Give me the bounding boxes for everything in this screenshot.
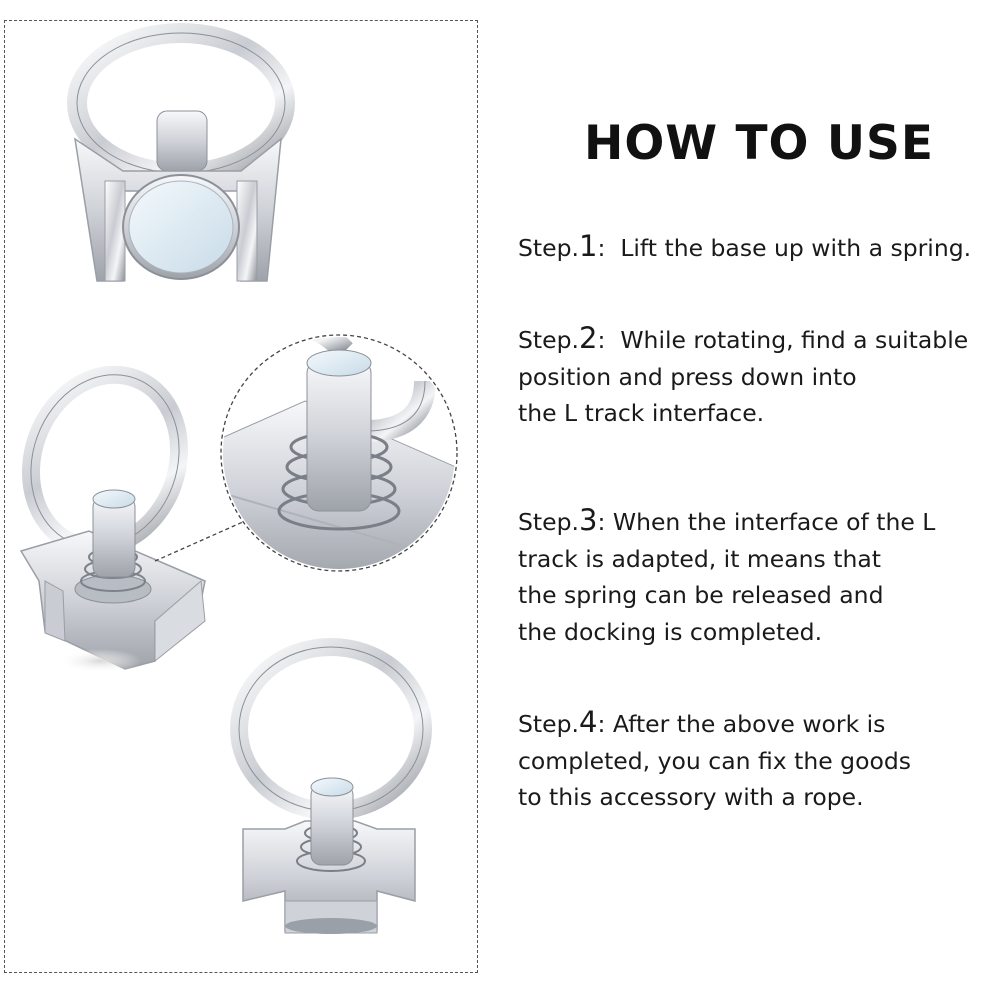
step-separator: : xyxy=(597,710,606,738)
step-label: Step. xyxy=(518,234,579,262)
step-text: to this accessory with a rope. xyxy=(518,783,864,811)
step-text: the spring can be released and xyxy=(518,581,884,609)
step-text: When the interface of the L xyxy=(612,508,936,536)
ring-anchor-bottom-icon xyxy=(239,647,423,934)
step-line xyxy=(518,704,1000,743)
step-line xyxy=(518,502,1000,541)
step-text: the docking is completed. xyxy=(518,617,823,646)
step-line xyxy=(518,228,1000,267)
step-number: 1 xyxy=(578,229,598,263)
step-text: position and press down into xyxy=(518,362,857,391)
step-3 xyxy=(518,502,1000,650)
step-line xyxy=(518,320,1000,359)
step-separator: : xyxy=(597,326,606,354)
step-number: 2 xyxy=(578,321,598,355)
ring-anchor-top-icon xyxy=(75,33,285,281)
step-1 xyxy=(518,228,1000,267)
zoom-connector xyxy=(155,521,245,561)
ring-anchor-angled-icon xyxy=(7,354,205,673)
step-separator: : xyxy=(597,508,606,536)
step-label: Step. xyxy=(518,710,579,738)
step-separator: : xyxy=(597,234,606,262)
product-illustration xyxy=(5,21,478,973)
step-text: track is adapted, it means that xyxy=(518,544,881,573)
spring-zoom-icon xyxy=(215,319,465,581)
step-label: Step. xyxy=(518,508,579,536)
step-text: After the above work is xyxy=(612,710,886,738)
step-label: Step. xyxy=(518,326,579,354)
step-2 xyxy=(518,320,1000,432)
step-text: Lift the base up with a spring. xyxy=(620,234,972,262)
step-text: While rotating, find a suitable xyxy=(620,326,969,354)
step-number: 3 xyxy=(578,503,598,537)
step-text: the L track interface. xyxy=(518,399,765,427)
step-number: 4 xyxy=(578,705,598,739)
step-4 xyxy=(518,704,1000,816)
step-text: completed, you can fix the goods xyxy=(518,746,912,775)
instructions-panel xyxy=(518,0,1000,1000)
page-title: HOW TO USE xyxy=(584,116,934,171)
product-photo-panel xyxy=(4,20,478,973)
